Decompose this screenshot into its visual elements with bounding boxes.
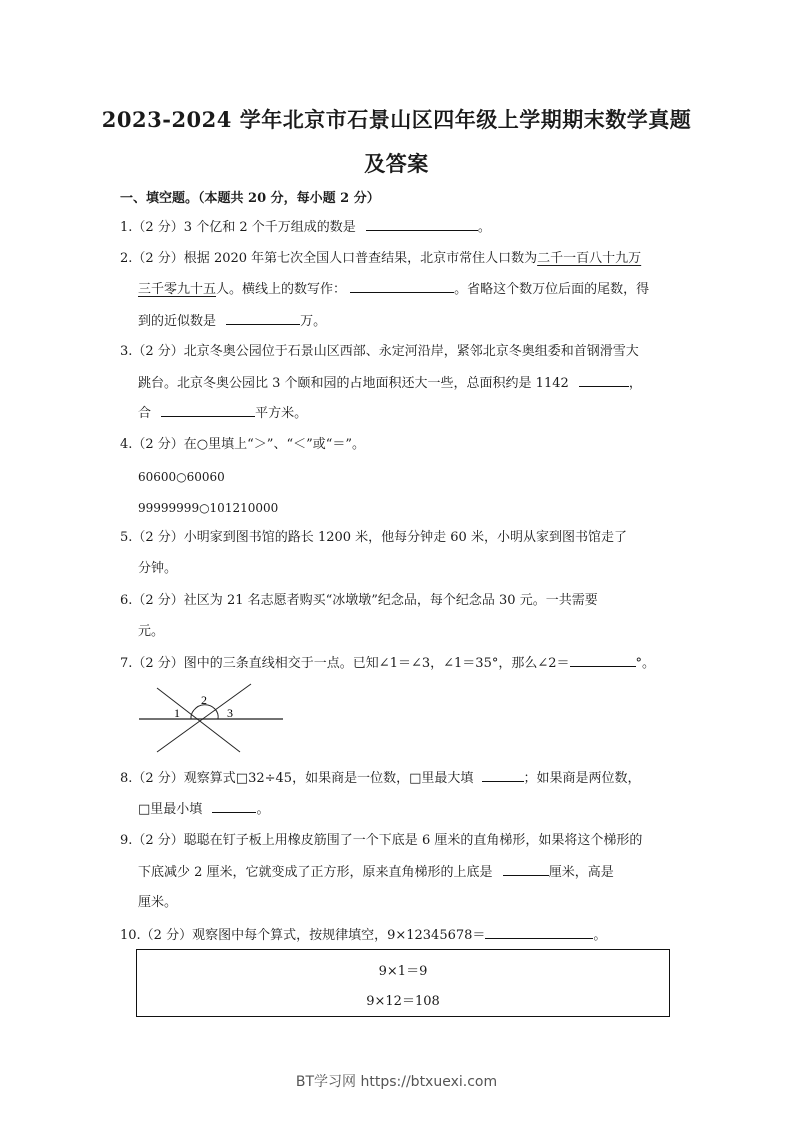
question-9: 9.（2 分）聪聪在钉子板上用橡皮筋围了一个下底是 6 厘米的直角梯形，如果将这个梯形的 bbox=[120, 833, 643, 848]
question-8-line2 bbox=[138, 800, 269, 819]
question-text: 到的近似数是 bbox=[138, 314, 217, 329]
question-text: 10.（2 分）观察图中每个算式，按规律填空，9×12345678＝ bbox=[120, 928, 486, 943]
angle-3-label: 3 bbox=[227, 706, 233, 720]
question-text: □里最小填 bbox=[138, 802, 203, 817]
question-10 bbox=[120, 926, 606, 945]
intersecting-lines-figure bbox=[130, 680, 290, 760]
answer-blank[interactable] bbox=[482, 769, 524, 782]
question-text: 7.（2 分）图中的三条直线相交于一点。已知∠1＝∠3，∠1＝35°，那么∠2＝ bbox=[120, 656, 570, 671]
question-7 bbox=[120, 654, 655, 673]
answer-blank[interactable] bbox=[503, 863, 549, 876]
answer-blank[interactable] bbox=[366, 218, 478, 231]
question-text: 。 bbox=[477, 220, 491, 235]
question-text: 合 bbox=[138, 406, 152, 421]
question-text: °。 bbox=[635, 656, 656, 671]
question-text: 下底减少 2 厘米，它就变成了正方形，原来直角梯形的上底是 bbox=[138, 865, 493, 880]
question-8 bbox=[120, 769, 641, 788]
comparison-item-2: 99999999○101210000 bbox=[138, 501, 279, 515]
answer-blank[interactable] bbox=[226, 312, 300, 325]
equation-row: 9×1＝9 bbox=[378, 964, 428, 979]
question-6: 6.（2 分）社区为 21 名志愿者购买“冰墩墩”纪念品，每个纪念品 30 元。一共需要 bbox=[120, 593, 598, 608]
question-text: 2.（2 分）根据 2020 年第七次全国人口普查结果，北京市常住人口数为 bbox=[120, 251, 538, 266]
question-6-line2: 元。 bbox=[138, 624, 165, 639]
question-1 bbox=[120, 218, 491, 237]
question-3-line2 bbox=[138, 374, 642, 393]
answer-blank[interactable] bbox=[161, 404, 255, 417]
equation-row: 9×12＝108 bbox=[366, 994, 440, 1009]
question-text: 人。横线上的数写作： bbox=[216, 282, 347, 297]
question-3-line3 bbox=[138, 404, 307, 423]
comparison-item-1: 60600○60060 bbox=[138, 470, 225, 484]
question-text: 。 bbox=[256, 802, 270, 817]
section-header: 一、填空题。（本题共 20 分，每小题 2 分） bbox=[120, 191, 380, 206]
question-text: 1.（2 分）3 个亿和 2 个千万组成的数是 bbox=[120, 220, 356, 235]
question-text: ， bbox=[628, 376, 642, 391]
question-text: 。 bbox=[593, 928, 607, 943]
question-text: 平方米。 bbox=[255, 406, 308, 421]
question-9-line3: 厘米。 bbox=[138, 895, 178, 910]
angle-1-label: 1 bbox=[174, 706, 180, 720]
question-text: 万。 bbox=[300, 314, 327, 329]
underlined-number-text: 三千零九十五 bbox=[138, 282, 217, 297]
answer-blank[interactable] bbox=[212, 800, 256, 813]
question-3 bbox=[120, 343, 639, 361]
answer-blank[interactable] bbox=[579, 374, 629, 387]
question-text: 跳台。北京冬奥公园比 3 个颐和园的占地面积还大一些，总面积约是 1142 bbox=[138, 376, 569, 391]
question-text: 。省略这个数万位后面的尾数，得 bbox=[454, 282, 650, 297]
question-text: 厘米，高是 bbox=[548, 865, 614, 880]
answer-blank[interactable] bbox=[485, 926, 593, 939]
question-2 bbox=[120, 250, 641, 268]
equation-pattern-box bbox=[136, 949, 670, 1017]
question-text: 3.（2 分）北京冬奥公园位于石景山区西部、永定河沿岸，紧邻北京冬奥组委和首钢滑雪大 bbox=[120, 344, 639, 359]
question-9-line2 bbox=[138, 863, 614, 882]
document-title: 2023-2024 学年北京市石景山区四年级上学期期末数学真题 bbox=[101, 107, 692, 132]
answer-blank[interactable] bbox=[570, 654, 636, 667]
question-text: 8.（2 分）观察算式□32÷45，如果商是一位数，□里最大填 bbox=[120, 771, 474, 786]
question-2-line2 bbox=[138, 280, 649, 299]
question-5: 5.（2 分）小明家到图书馆的路长 1200 米，他每分钟走 60 米，小明从家到图书馆走了 bbox=[120, 530, 627, 545]
document-title-line2: 及答案 bbox=[364, 151, 429, 176]
footer-watermark: BT学习网 https://btxuexi.com bbox=[295, 1074, 498, 1090]
question-text: 4.（2 分）在○里填上“＞”、“＜”或“＝”。 bbox=[120, 437, 366, 452]
angle-2-label: 2 bbox=[201, 693, 207, 707]
answer-blank[interactable] bbox=[350, 280, 454, 293]
underlined-number-text: 二千一百八十九万 bbox=[537, 251, 642, 266]
question-text: ；如果商是两位数， bbox=[523, 771, 641, 786]
question-5-line2: 分钟。 bbox=[138, 561, 178, 576]
question-4 bbox=[120, 436, 365, 454]
question-2-line3 bbox=[138, 312, 326, 331]
